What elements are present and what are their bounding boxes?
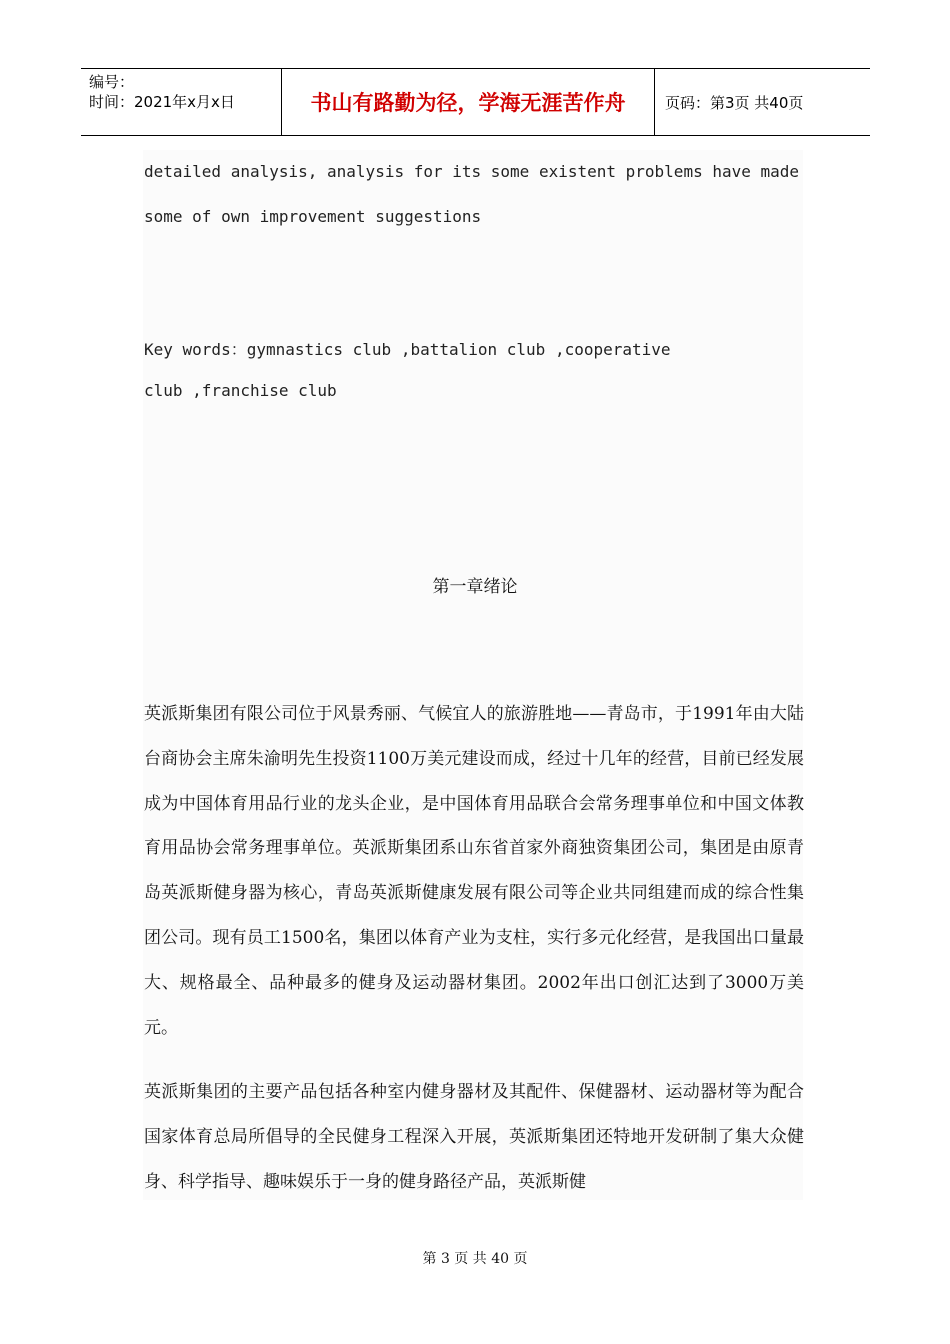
chapter-title: 第一章绪论: [432, 577, 518, 597]
header-motto: 书山有路勤为径，学海无涯苦作舟: [282, 69, 655, 135]
document-number-label: 编号：: [89, 73, 135, 91]
document-date-label: 时间：2021年x月x日: [89, 93, 235, 111]
abstract-line-1: detailed analysis, analysis for its some existent problems have made: [144, 162, 800, 181]
keywords-line-2: club ,franchise club: [144, 381, 337, 400]
page-header: [81, 68, 870, 136]
abstract-line-2: some of own improvement suggestions: [144, 207, 482, 226]
paragraph-2: 英派斯集团的主要产品包括各种室内健身器材及其配件、保健器材、运动器材等为配合国家体育总局所倡导的全民健身工程深入开展，英派斯集团还特地开发研制了集大众健身、科学指导、趣味娱乐于一身的健身路径产品，英派斯健: [144, 1082, 804, 1192]
keywords-line-1: Key words：gymnastics club ,battalion club ,cooperative: [144, 340, 671, 359]
page-footer: 第 3 页 共 40 页: [422, 1251, 528, 1267]
header-meta: [81, 69, 282, 135]
paragraph-1: 英派斯集团有限公司位于风景秀丽、气候宜人的旅游胜地——青岛市，于1991年由大陆台商协会主席朱渝明先生投资1100万美元建设而成，经过十几年的经营，目前已经发展成为中国体育用品行业的龙头企业，是中国体育用品联合会常务理事单位和中国文体教育用品协会常务理事单位。英派斯集团系山东省首家外商独资集团公司，集团是由原青岛英派斯健身器为核心，青岛英派斯健康发展有限公司等企业共同组建而成的综合性集团公司。现有员工1500名，集团以体育产业为支柱，实行多元化经营，是我国出口量最大、规格最全、品种最多的健身及运动器材集团。2002年出口创汇达到了3000万美元。: [144, 704, 804, 1038]
header-page-info: 页码：第3页 共40页: [665, 93, 804, 112]
